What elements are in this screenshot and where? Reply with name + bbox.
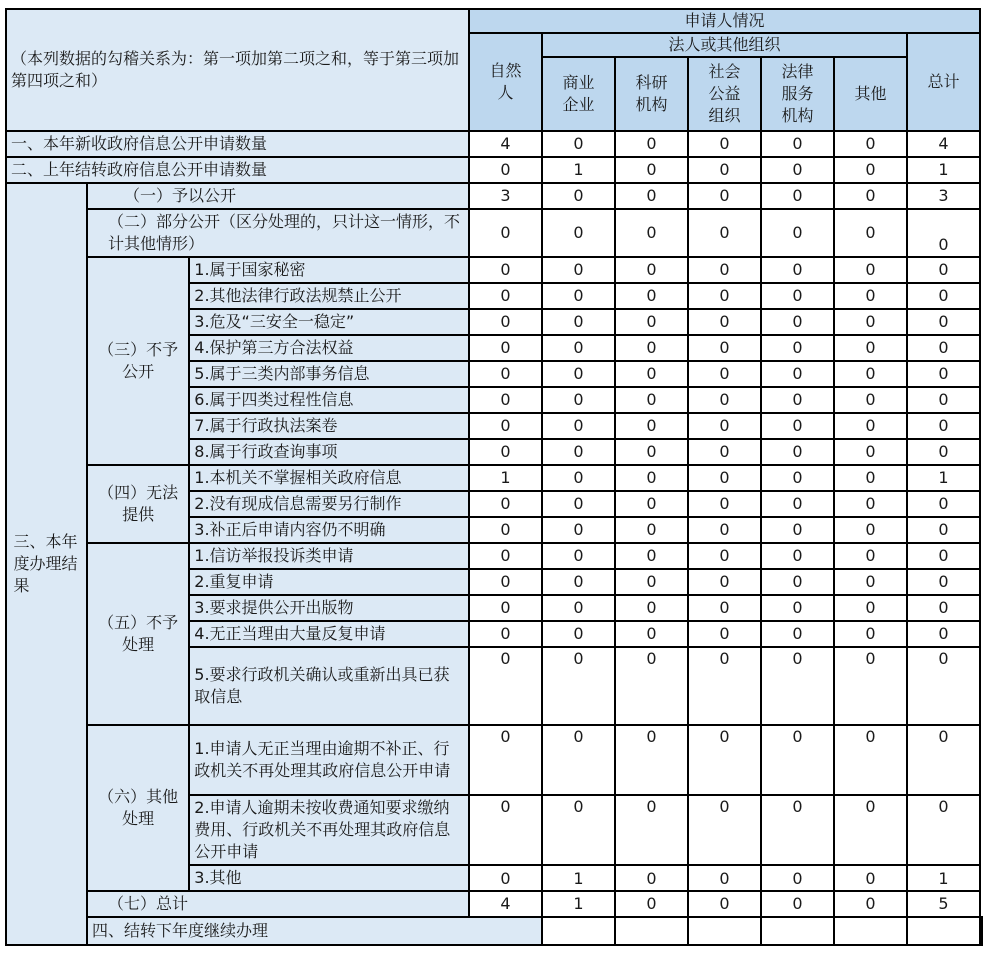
value-cell: 1	[542, 865, 615, 891]
value-cell: 0	[761, 283, 834, 309]
value-cell: 0	[688, 865, 761, 891]
value-cell: 0	[542, 309, 615, 335]
org-type-label: 商业企业	[562, 73, 595, 114]
value-cell: 0	[615, 491, 688, 517]
value-cell: 0	[761, 209, 834, 257]
value-cell: 0	[469, 517, 542, 543]
value-cell: 4	[469, 131, 542, 157]
item-label: 6.属于四类过程性信息	[189, 387, 469, 413]
group-label-text: （三）不予公开	[98, 340, 179, 381]
value-cell: 0	[761, 439, 834, 465]
value-cell: 0	[688, 595, 761, 621]
value-cell: 0	[761, 257, 834, 283]
value-cell: 0	[542, 543, 615, 569]
value-cell: 0	[469, 157, 542, 183]
value-cell: 0	[834, 257, 907, 283]
value-cell: 0	[688, 413, 761, 439]
item-label: 2.其他法律行政法规禁止公开	[189, 283, 469, 309]
value-cell: 0	[761, 595, 834, 621]
note-text: （本列数据的勾稽关系为：第一项加第二项之和，等于第三项加第四项之和）	[11, 49, 460, 90]
legal-org-group-header: 法人或其他组织	[542, 33, 907, 57]
value-cell: 0	[761, 335, 834, 361]
value-cell	[761, 917, 834, 945]
value-cell: 0	[761, 131, 834, 157]
value-cell: 4	[907, 131, 980, 157]
row-label-text: （七）总计	[108, 894, 189, 913]
value-cell: 0	[761, 157, 834, 183]
value-cell: 0	[469, 795, 542, 865]
value-cell: 0	[469, 439, 542, 465]
value-cell: 0	[615, 569, 688, 595]
value-cell: 0	[615, 891, 688, 917]
value-cell: 0	[761, 865, 834, 891]
table-row	[6, 543, 982, 569]
item-label	[189, 647, 469, 725]
value-cell: 0	[615, 725, 688, 795]
value-cell: 0	[907, 335, 980, 361]
value-cell: 0	[688, 543, 761, 569]
note-cell	[6, 9, 469, 131]
value-cell: 0	[542, 283, 615, 309]
item-label: 2.重复申请	[189, 569, 469, 595]
value-cell: 3	[907, 183, 980, 209]
natural-person-header	[469, 33, 542, 131]
value-cell: 0	[542, 131, 615, 157]
value-cell: 1	[469, 465, 542, 491]
value-cell: 0	[834, 131, 907, 157]
value-cell	[980, 917, 982, 945]
org-type-header	[761, 57, 834, 131]
value-cell: 0	[542, 413, 615, 439]
item-label: 8.属于行政查询事项	[189, 439, 469, 465]
value-cell: 0	[542, 725, 615, 795]
value-cell: 0	[542, 621, 615, 647]
gov-info-disclosure-table	[5, 8, 983, 946]
value-cell: 0	[615, 517, 688, 543]
value-cell: 0	[761, 543, 834, 569]
value-cell: 0	[761, 413, 834, 439]
value-cell: 0	[615, 283, 688, 309]
row-label: 二、上年结转政府信息公开申请数量	[6, 157, 469, 183]
item-label: 3.补正后申请内容仍不明确	[189, 517, 469, 543]
org-type-header	[688, 57, 761, 131]
item-label: 4.无正当理由大量反复申请	[189, 621, 469, 647]
applicant-info-header: 申请人情况	[469, 9, 980, 33]
value-cell: 0	[615, 621, 688, 647]
value-cell: 0	[907, 257, 980, 283]
value-cell: 0	[907, 725, 980, 795]
item-label: 3.要求提供公开出版物	[189, 595, 469, 621]
value-cell: 0	[615, 209, 688, 257]
value-cell	[542, 917, 615, 945]
value-cell: 0	[615, 309, 688, 335]
value-cell: 5	[907, 891, 980, 917]
value-cell: 0	[469, 491, 542, 517]
section-3-text: 三、本年度办理结果	[13, 532, 78, 595]
value-cell: 0	[761, 795, 834, 865]
value-cell: 0	[469, 569, 542, 595]
value-cell: 0	[615, 439, 688, 465]
value-cell: 0	[688, 183, 761, 209]
org-type-label: 法律服务机构	[781, 62, 814, 125]
value-cell: 0	[688, 309, 761, 335]
value-cell: 0	[615, 543, 688, 569]
row-label: 一、本年新收政府信息公开申请数量	[6, 131, 469, 157]
value-cell: 0	[688, 891, 761, 917]
value-cell: 0	[469, 309, 542, 335]
value-cell: 0	[615, 647, 688, 725]
table-row	[6, 183, 982, 209]
value-cell: 0	[615, 335, 688, 361]
value-cell: 0	[834, 569, 907, 595]
value-cell: 0	[761, 725, 834, 795]
value-cell: 0	[834, 795, 907, 865]
row-label-text: （二）部分公开（区分处理的，只计这一情形，不计其他情形）	[108, 212, 461, 253]
value-cell: 0	[615, 865, 688, 891]
value-cell: 0	[469, 209, 542, 257]
value-cell: 0	[834, 465, 907, 491]
value-cell: 0	[834, 647, 907, 725]
table-row	[6, 917, 982, 945]
value-cell: 0	[542, 795, 615, 865]
value-cell: 0	[688, 465, 761, 491]
value-cell: 0	[688, 621, 761, 647]
org-type-label: 社会公益组织	[708, 62, 741, 125]
value-cell: 0	[761, 183, 834, 209]
value-cell: 0	[907, 209, 980, 257]
value-cell: 0	[688, 209, 761, 257]
table-row	[6, 157, 982, 183]
value-cell: 0	[834, 725, 907, 795]
item-label: 2.没有现成信息需要另行制作	[189, 491, 469, 517]
value-cell: 0	[907, 491, 980, 517]
value-cell: 0	[688, 795, 761, 865]
value-cell: 0	[907, 795, 980, 865]
value-cell: 0	[542, 465, 615, 491]
value-cell: 0	[761, 621, 834, 647]
section-3-label	[6, 183, 87, 945]
value-cell: 0	[761, 891, 834, 917]
item-label	[189, 725, 469, 795]
value-cell: 0	[761, 465, 834, 491]
value-cell: 0	[469, 647, 542, 725]
value-cell: 0	[688, 491, 761, 517]
value-cell: 0	[761, 569, 834, 595]
value-cell: 0	[907, 517, 980, 543]
natural-person-label: 自然人	[489, 61, 522, 102]
value-cell: 0	[834, 157, 907, 183]
total-header: 总计	[907, 33, 980, 131]
value-cell: 0	[834, 209, 907, 257]
value-cell: 0	[469, 543, 542, 569]
value-cell: 0	[688, 283, 761, 309]
value-cell: 0	[469, 413, 542, 439]
value-cell: 0	[834, 491, 907, 517]
row-label	[87, 891, 469, 917]
value-cell: 0	[688, 725, 761, 795]
value-cell: 0	[469, 725, 542, 795]
table-row	[6, 131, 982, 157]
value-cell: 0	[688, 387, 761, 413]
value-cell: 0	[542, 361, 615, 387]
item-label	[189, 795, 469, 865]
org-type-label: 科研机构	[635, 73, 668, 114]
row-label: 四、结转下年度继续办理	[87, 917, 542, 945]
value-cell: 0	[469, 335, 542, 361]
value-cell: 0	[688, 257, 761, 283]
value-cell: 0	[834, 865, 907, 891]
value-cell: 0	[834, 543, 907, 569]
value-cell: 0	[688, 569, 761, 595]
value-cell: 0	[542, 595, 615, 621]
org-type-label: 其他	[854, 84, 887, 103]
item-label-text: 5.要求行政机关确认或重新出具已获取信息	[194, 665, 450, 706]
value-cell: 0	[615, 257, 688, 283]
value-cell: 0	[615, 157, 688, 183]
value-cell: 0	[907, 621, 980, 647]
value-cell: 0	[834, 309, 907, 335]
group-label	[87, 465, 189, 543]
value-cell: 0	[834, 621, 907, 647]
value-cell: 0	[834, 413, 907, 439]
value-cell: 0	[761, 517, 834, 543]
value-cell: 4	[469, 891, 542, 917]
value-cell: 1	[907, 865, 980, 891]
report-table-container	[5, 8, 983, 946]
value-cell: 0	[761, 387, 834, 413]
value-cell: 3	[469, 183, 542, 209]
value-cell: 1	[542, 891, 615, 917]
value-cell: 1	[907, 157, 980, 183]
value-cell: 0	[542, 517, 615, 543]
value-cell: 0	[542, 335, 615, 361]
value-cell: 0	[615, 387, 688, 413]
item-label-text: 1.申请人无正当理由逾期不补正、行政机关不再处理其政府信息公开申请	[194, 739, 451, 780]
value-cell: 0	[688, 335, 761, 361]
value-cell: 0	[542, 647, 615, 725]
value-cell: 0	[834, 517, 907, 543]
value-cell: 0	[469, 621, 542, 647]
value-cell: 0	[615, 465, 688, 491]
org-type-header	[615, 57, 688, 131]
value-cell: 0	[469, 283, 542, 309]
row-label	[87, 209, 469, 257]
value-cell: 0	[542, 491, 615, 517]
value-cell: 0	[834, 387, 907, 413]
value-cell: 0	[761, 361, 834, 387]
item-label: 4.保护第三方合法权益	[189, 335, 469, 361]
value-cell: 0	[688, 361, 761, 387]
group-label	[87, 725, 189, 891]
table-row	[6, 257, 982, 283]
value-cell: 0	[542, 569, 615, 595]
value-cell: 0	[761, 309, 834, 335]
value-cell: 0	[469, 595, 542, 621]
row-label	[87, 183, 469, 209]
value-cell: 0	[688, 131, 761, 157]
value-cell: 0	[907, 647, 980, 725]
table-row	[6, 465, 982, 491]
value-cell	[834, 917, 907, 945]
table-row	[6, 209, 982, 257]
item-label-text: 2.申请人逾期未按收费通知要求缴纳费用、行政机关不再处理其政府信息公开申请	[194, 798, 451, 861]
value-cell: 0	[907, 439, 980, 465]
value-cell	[688, 917, 761, 945]
value-cell: 0	[469, 865, 542, 891]
item-label: 1.属于国家秘密	[189, 257, 469, 283]
value-cell: 0	[469, 257, 542, 283]
value-cell: 0	[688, 517, 761, 543]
value-cell: 0	[615, 131, 688, 157]
value-cell: 0	[834, 891, 907, 917]
value-cell: 0	[907, 283, 980, 309]
row-label-text: （一）予以公开	[124, 186, 237, 205]
item-label: 1.本机关不掌握相关政府信息	[189, 465, 469, 491]
value-cell: 0	[761, 647, 834, 725]
value-cell	[615, 917, 688, 945]
value-cell: 0	[542, 183, 615, 209]
value-cell: 0	[688, 157, 761, 183]
value-cell: 0	[469, 361, 542, 387]
group-label	[87, 257, 189, 465]
item-label: 5.属于三类内部事务信息	[189, 361, 469, 387]
group-label	[87, 543, 189, 725]
value-cell: 0	[542, 439, 615, 465]
item-label: 3.危及“三安全一稳定”	[189, 309, 469, 335]
group-label-text: （六）其他处理	[98, 787, 179, 828]
value-cell: 0	[907, 387, 980, 413]
table-row	[6, 725, 982, 795]
item-label: 3.其他	[189, 865, 469, 891]
value-cell: 0	[834, 439, 907, 465]
org-type-header	[542, 57, 615, 131]
value-cell: 0	[542, 387, 615, 413]
value-cell: 0	[761, 491, 834, 517]
value-cell: 0	[615, 595, 688, 621]
value-cell: 0	[907, 595, 980, 621]
value-cell: 0	[688, 647, 761, 725]
value-cell: 0	[834, 595, 907, 621]
value-cell: 0	[834, 283, 907, 309]
value-cell: 0	[542, 257, 615, 283]
org-type-header	[834, 57, 907, 131]
value-cell: 0	[615, 795, 688, 865]
value-cell: 1	[907, 465, 980, 491]
value-cell: 0	[834, 183, 907, 209]
value-cell: 0	[615, 183, 688, 209]
value-cell: 0	[907, 361, 980, 387]
table-row	[6, 891, 982, 917]
value-cell: 0	[907, 569, 980, 595]
value-cell: 0	[615, 361, 688, 387]
value-cell	[907, 917, 980, 945]
item-label: 1.信访举报投诉类申请	[189, 543, 469, 569]
value-cell: 1	[542, 157, 615, 183]
value-cell: 0	[469, 387, 542, 413]
value-cell: 0	[907, 413, 980, 439]
group-label-text: （五）不予处理	[98, 613, 179, 654]
group-label-text: （四）无法提供	[98, 483, 179, 524]
value-cell: 0	[615, 413, 688, 439]
value-cell: 0	[542, 209, 615, 257]
item-label: 7.属于行政执法案卷	[189, 413, 469, 439]
value-cell: 0	[907, 309, 980, 335]
value-cell: 0	[688, 439, 761, 465]
value-cell: 0	[834, 335, 907, 361]
value-cell: 0	[907, 543, 980, 569]
value-cell: 0	[834, 361, 907, 387]
